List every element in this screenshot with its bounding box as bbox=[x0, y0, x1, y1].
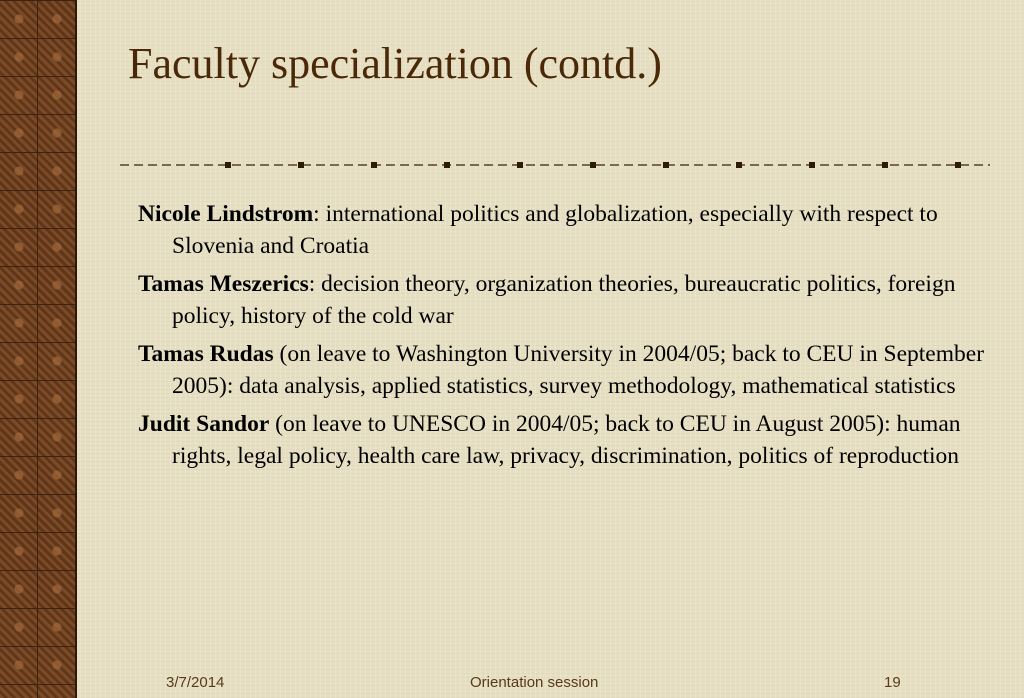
faculty-specialization: (on leave to Washington University in 2004/05; back to CEU in September 2005): data analysis, applied statistics, survey methodology, mathematical statistics bbox=[172, 341, 985, 399]
faculty-name: Tamas Rudas bbox=[138, 341, 274, 367]
footer-title: Orientation session bbox=[470, 674, 599, 691]
slide-title: Faculty specialization (contd.) bbox=[128, 39, 662, 88]
faculty-name: Judit Sandor bbox=[138, 411, 270, 437]
faculty-name: Nicole Lindstrom bbox=[138, 201, 314, 227]
faculty-specialization: : decision theory, organization theories, bureaucratic politics, foreign policy, history of the cold war bbox=[172, 271, 956, 329]
list-item bbox=[138, 408, 998, 472]
dashed-divider bbox=[120, 158, 990, 172]
faculty-specialization: (on leave to UNESCO in 2004/05; back to CEU in August 2005): human rights, legal policy, health care law, privacy, discrimination, politics of reproduction bbox=[172, 411, 961, 469]
list-item bbox=[138, 198, 998, 262]
decorative-sidebar bbox=[0, 0, 77, 698]
faculty-name: Tamas Meszerics bbox=[138, 271, 309, 297]
slide-number: 19 bbox=[884, 674, 901, 691]
list-item bbox=[138, 268, 998, 332]
footer-date: 3/7/2014 bbox=[166, 674, 225, 691]
faculty-list bbox=[138, 198, 998, 478]
faculty-specialization: : international politics and globalization, especially with respect to Slovenia and Croatia bbox=[172, 201, 938, 259]
list-item bbox=[138, 338, 998, 402]
